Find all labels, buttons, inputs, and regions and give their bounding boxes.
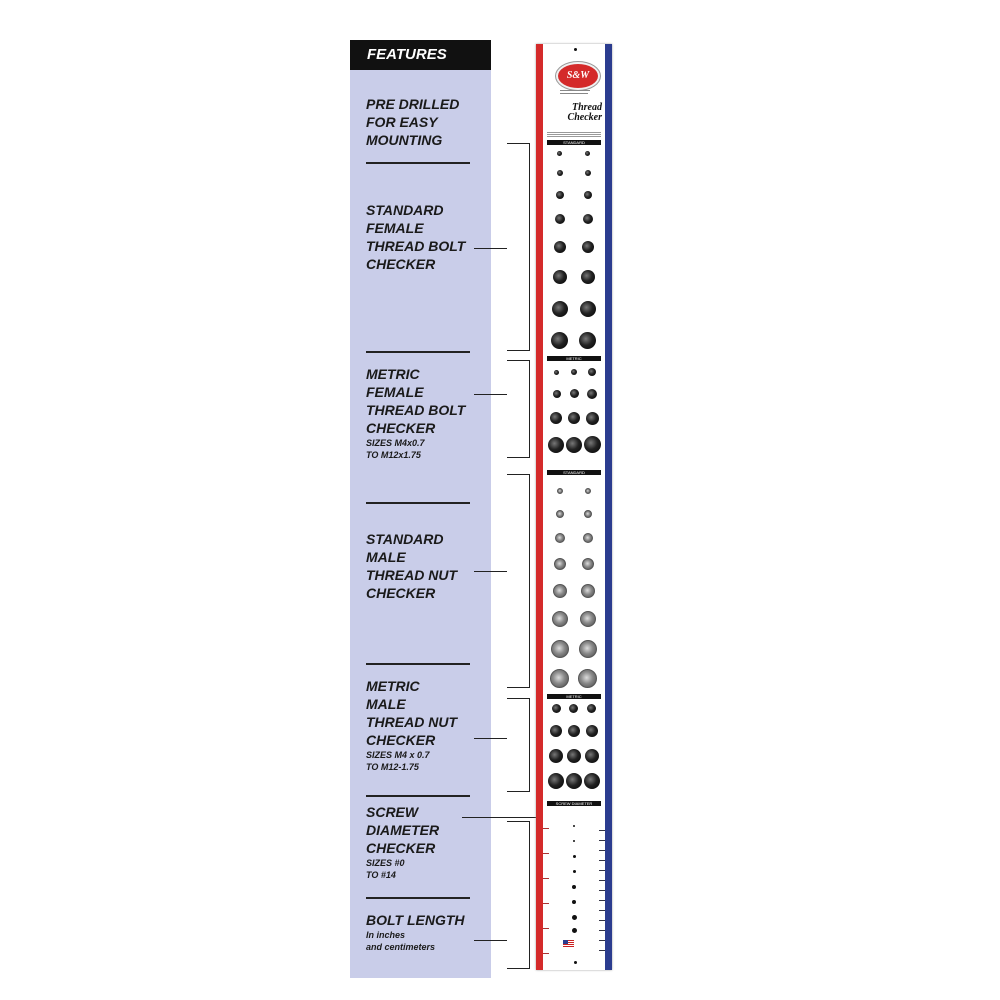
metric-stud (587, 704, 596, 713)
section-band-metric-female: METRIC (547, 356, 601, 361)
usa-flag-icon (563, 940, 574, 947)
mounting-hole-top (574, 48, 577, 51)
leader-line (474, 738, 507, 739)
metric-hole (548, 437, 564, 453)
thread-hole (583, 214, 593, 224)
divider (366, 502, 470, 504)
thread-hole (552, 301, 568, 317)
feature-metric-female: METRIC FEMALE THREAD BOLT CHECKER SIZES M4x0.7 TO M12x1.75 (366, 366, 466, 460)
product-title: Thread Checker (567, 102, 602, 123)
bracket-bolt-length (507, 821, 530, 969)
thread-hole (581, 270, 595, 284)
ruler-tick (599, 890, 605, 891)
thread-hole (585, 170, 591, 176)
metric-hole (553, 390, 561, 398)
ruler-tick (599, 840, 605, 841)
screw-gauge-hole (572, 885, 576, 889)
thread-hole (551, 332, 568, 349)
metric-stud (550, 725, 562, 737)
ruler-tick (599, 940, 605, 941)
metric-stud (586, 725, 598, 737)
bracket-metric-female (507, 360, 530, 458)
thread-hole (557, 151, 562, 156)
metric-stud (569, 704, 578, 713)
fine-print (547, 132, 601, 138)
section-band-metric-male: METRIC (547, 694, 601, 699)
thread-hole (555, 214, 565, 224)
ruler-tick (599, 850, 605, 851)
thread-hole (553, 270, 567, 284)
feature-pre-drilled: PRE DRILLED FOR EASY MOUNTING (366, 96, 460, 148)
thread-stud (578, 669, 597, 688)
ruler-tick (543, 903, 549, 904)
metric-hole (584, 436, 601, 453)
thread-stud (583, 533, 593, 543)
ruler-tick (599, 870, 605, 871)
metric-stud (567, 749, 581, 763)
feature-bolt-length: BOLT LENGTH In inches and centimeters (366, 912, 465, 952)
bracket-metric-male (507, 698, 530, 792)
thread-stud (579, 640, 597, 658)
metric-hole (566, 437, 582, 453)
ruler-tick (543, 953, 549, 954)
feature-metric-male: METRIC MALE THREAD NUT CHECKER SIZES M4 x 0.7 TO M12-1.75 (366, 678, 457, 772)
metric-hole (554, 370, 559, 375)
ruler-tick (599, 950, 605, 951)
ruler-tick (599, 880, 605, 881)
metric-stud (585, 749, 599, 763)
thread-hole (584, 191, 592, 199)
red-stripe (536, 44, 543, 970)
leader-line (474, 571, 507, 572)
bracket-standard-female (507, 143, 530, 351)
section-band-screw-diameter: SCREW DIAMETER CHECKER (547, 801, 601, 806)
thread-hole (582, 241, 594, 253)
thread-stud (550, 669, 569, 688)
divider (366, 162, 470, 164)
brand-logo: S&W (556, 62, 600, 90)
thread-hole (580, 301, 596, 317)
bracket-standard-male (507, 474, 530, 688)
divider (366, 897, 470, 899)
thread-stud (580, 611, 596, 627)
section-band-standard-male: STANDARD (547, 470, 601, 475)
features-header: FEATURES (350, 40, 491, 70)
thread-stud (582, 558, 594, 570)
metric-hole (588, 368, 596, 376)
ruler-tick (543, 853, 549, 854)
screw-gauge-hole (573, 855, 576, 858)
ruler-tick (543, 928, 549, 929)
ruler-tick (599, 830, 605, 831)
metric-hole (570, 389, 579, 398)
thread-stud (555, 533, 565, 543)
feature-screw-diameter: SCREW DIAMETER CHECKER SIZES #0 TO #14 (366, 804, 440, 880)
thread-hole (556, 191, 564, 199)
screw-gauge-hole (572, 900, 576, 904)
thread-hole (585, 151, 590, 156)
leader-line (474, 248, 507, 249)
screw-gauge-hole (573, 870, 576, 873)
ruler-tick (599, 900, 605, 901)
thread-stud (552, 611, 568, 627)
thread-stud (584, 510, 592, 518)
ruler-tick (599, 910, 605, 911)
thread-checker-board (536, 44, 612, 970)
thread-stud (554, 558, 566, 570)
screw-gauge-hole (572, 915, 577, 920)
thread-stud (581, 584, 595, 598)
ruler-tick (599, 860, 605, 861)
leader-line (474, 940, 507, 941)
metric-hole (571, 369, 577, 375)
divider (366, 351, 470, 353)
section-band-standard-female: STANDARD (547, 140, 601, 145)
ruler-tick (599, 930, 605, 931)
ruler-tick (543, 828, 549, 829)
thread-stud (556, 510, 564, 518)
fine-print (560, 93, 588, 94)
fine-print (560, 90, 590, 91)
screw-gauge-hole (573, 825, 575, 827)
leader-line-screw (462, 817, 540, 818)
screw-gauge-hole (572, 928, 577, 933)
ruler-tick (599, 920, 605, 921)
metric-hole (550, 412, 562, 424)
thread-stud (585, 488, 591, 494)
divider (366, 663, 470, 665)
mounting-hole-bottom (574, 961, 577, 964)
metric-stud (552, 704, 561, 713)
metric-stud (549, 749, 563, 763)
metric-hole (587, 389, 597, 399)
blue-stripe (605, 44, 612, 970)
thread-hole (579, 332, 596, 349)
thread-stud (557, 488, 563, 494)
leader-line (474, 394, 507, 395)
thread-hole (557, 170, 563, 176)
metric-stud (584, 773, 600, 789)
divider (366, 795, 470, 797)
metric-hole (586, 412, 599, 425)
thread-stud (551, 640, 569, 658)
feature-standard-male: STANDARD MALE THREAD NUT CHECKER (366, 531, 457, 601)
metric-stud (566, 773, 582, 789)
thread-stud (553, 584, 567, 598)
feature-standard-female: STANDARD FEMALE THREAD BOLT CHECKER (366, 202, 466, 272)
ruler-tick (543, 878, 549, 879)
metric-stud (548, 773, 564, 789)
thread-hole (554, 241, 566, 253)
metric-hole (568, 412, 580, 424)
screw-gauge-hole (573, 840, 575, 842)
metric-stud (568, 725, 580, 737)
